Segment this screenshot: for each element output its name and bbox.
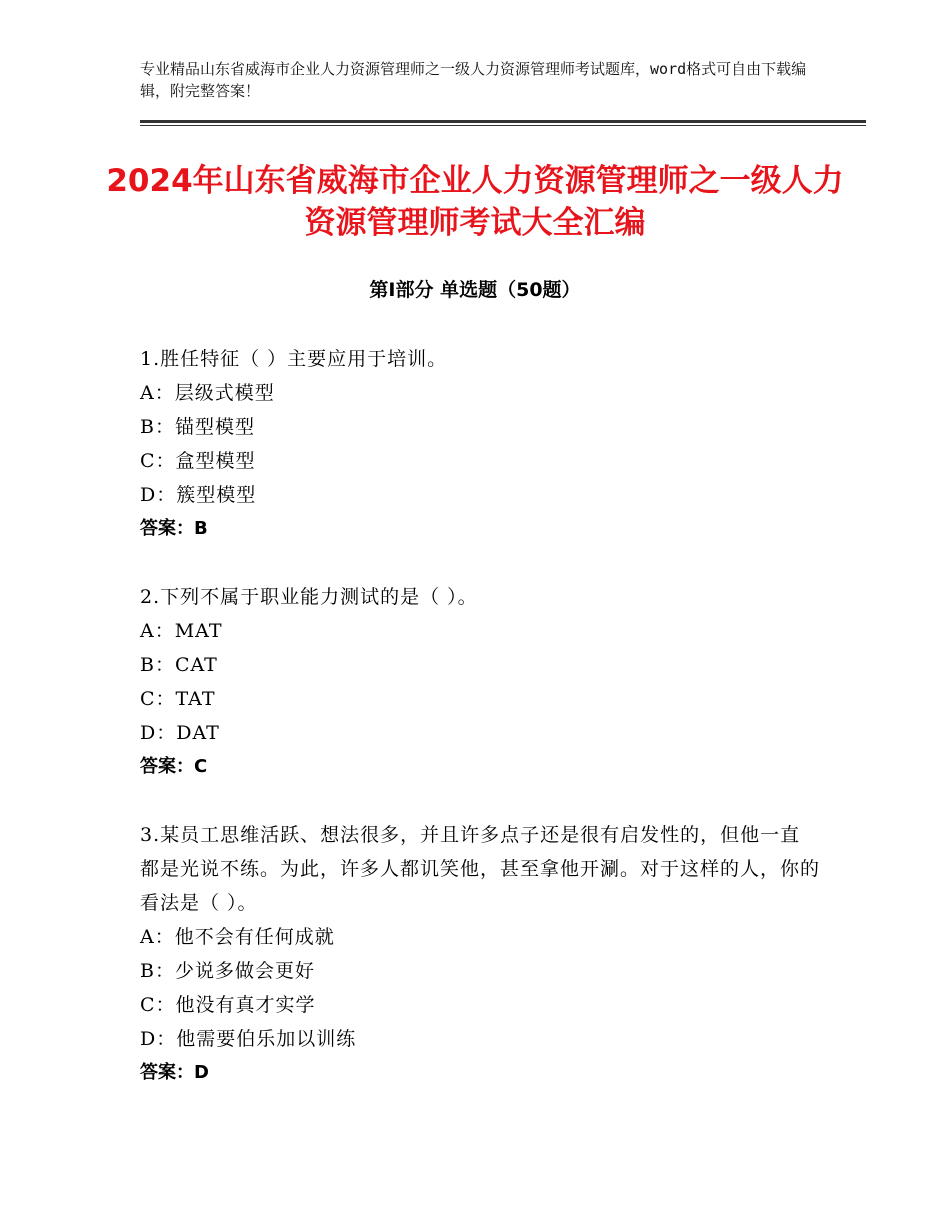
answer: 答案：C (140, 756, 208, 777)
option-a: A：层级式模型 (140, 382, 275, 404)
question-list (140, 342, 820, 1124)
option-c: C：盒型模型 (140, 450, 256, 472)
option-b: B：CAT (140, 654, 218, 676)
document-title: 2024年山东省威海市企业人力资源管理师之一级人力资源管理师考试大全汇编 (106, 163, 844, 241)
option-a: A：他不会有任何成就 (140, 926, 335, 948)
option-b: B：少说多做会更好 (140, 960, 315, 982)
option-c: C：他没有真才实学 (140, 994, 316, 1016)
option-a: A：MAT (140, 620, 223, 642)
section-title: 第Ⅰ部分 单选题（50题） (369, 279, 581, 301)
question-text: 2.下列不属于职业能力测试的是（ ）。 (140, 586, 478, 608)
answer: 答案：B (140, 518, 208, 539)
question-3 (140, 818, 820, 1090)
question-text: 3.某员工思维活跃、想法很多，并且许多点子还是很有启发性的，但他一直都是光说不练。为此，许多人都讥笑他，甚至拿他开涮。对于这样的人，你的看法是（ ）。 (140, 824, 821, 914)
question-2 (140, 580, 820, 784)
option-d: D：DAT (140, 722, 220, 744)
option-d: D：簇型模型 (140, 484, 257, 506)
answer: 答案：D (140, 1062, 209, 1083)
question-1 (140, 342, 820, 546)
question-text: 1.胜任特征（ ）主要应用于培训。 (140, 348, 448, 370)
header-divider (140, 120, 866, 126)
option-d: D：他需要伯乐加以训练 (140, 1028, 357, 1050)
header-note: 专业精品山东省威海市企业人力资源管理师之一级人力资源管理师考试题库，word格式可自由下载编辑，附完整答案！ (140, 60, 807, 100)
option-c: C：TAT (140, 688, 216, 710)
option-b: B：锚型模型 (140, 416, 255, 438)
